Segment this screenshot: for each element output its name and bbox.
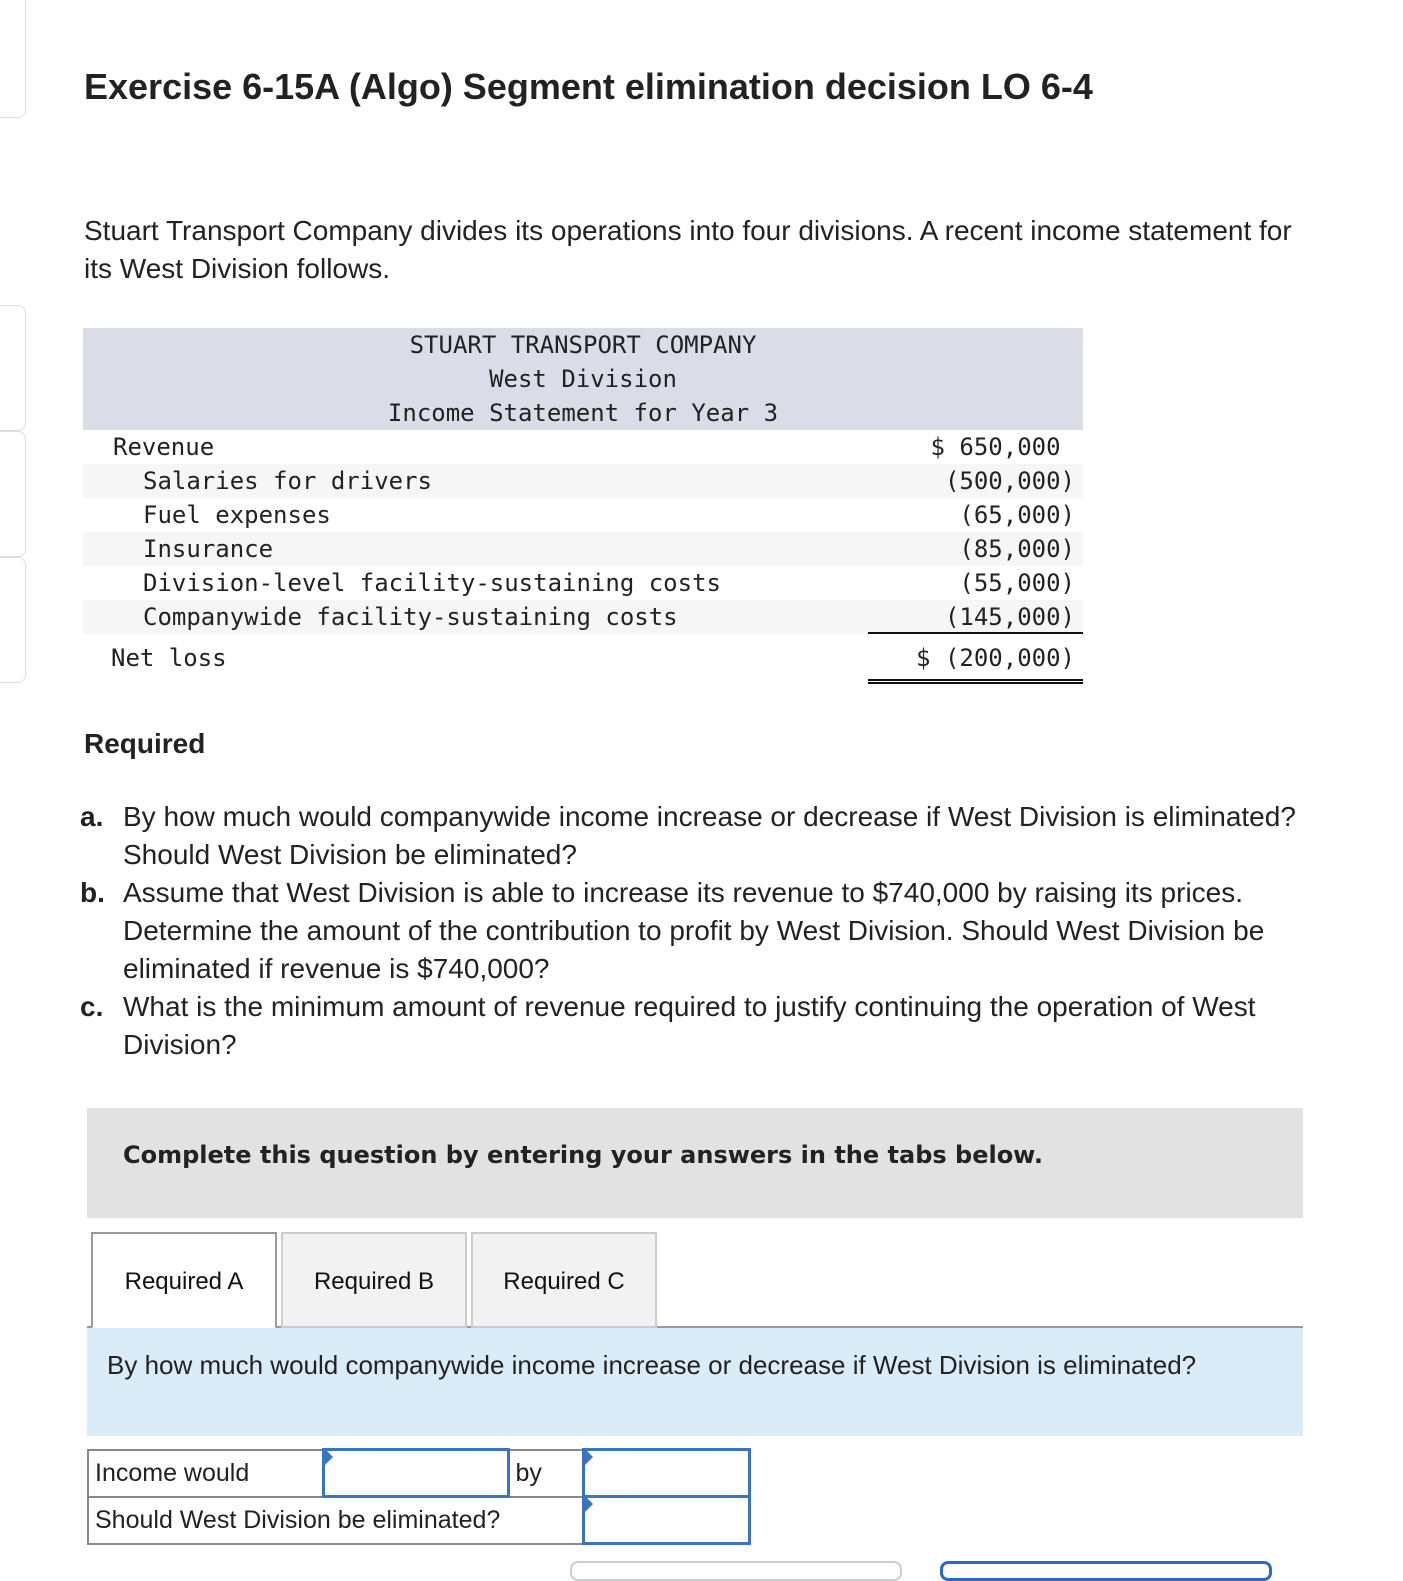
- question-text: [87, 1328, 1303, 1436]
- item-text: What is the minimum amount of revenue required to justify continuing the operation of West Division?: [123, 991, 1256, 1060]
- net-loss-row: [83, 634, 1083, 684]
- should-eliminate-select[interactable]: [583, 1497, 749, 1544]
- item-text: By how much would companywide income increase or decrease if West Division is eliminated? Should West Division be eliminated?: [123, 801, 1296, 870]
- by-label: by: [508, 1450, 583, 1497]
- row-label: Companywide facility-sustaining costs: [143, 603, 678, 631]
- company-name: STUART TRANSPORT COMPANY: [409, 331, 757, 359]
- required-item: [80, 874, 1310, 988]
- row-amount: (55,000): [959, 569, 1075, 597]
- row-amount: $ (200,000): [868, 634, 1083, 684]
- row-amount: (145,000): [868, 600, 1083, 634]
- required-list: [80, 798, 1310, 1064]
- side-card: [0, 305, 26, 431]
- tab-bar: [87, 1232, 1303, 1328]
- required-item: [80, 798, 1310, 874]
- row-label: Fuel expenses: [143, 501, 331, 529]
- statement-row: [83, 430, 1083, 464]
- tab-required-c[interactable]: Required C: [471, 1232, 657, 1328]
- page-title: Exercise 6-15A (Algo) Segment elimination decision LO 6-4: [84, 66, 1093, 107]
- prev-button[interactable]: [570, 1561, 902, 1581]
- statement-row: [83, 464, 1083, 498]
- next-button[interactable]: [940, 1561, 1272, 1581]
- statement-row: [83, 498, 1083, 532]
- statement-row: [83, 566, 1083, 600]
- tab-required-a[interactable]: Required A: [91, 1232, 277, 1329]
- amount-input-cell[interactable]: [583, 1450, 749, 1497]
- answer-table: [87, 1448, 751, 1545]
- input-marker-icon: [585, 1449, 593, 1465]
- row-label: Insurance: [143, 535, 274, 563]
- row-label: Revenue: [113, 433, 215, 461]
- should-eliminate-input[interactable]: [585, 1498, 748, 1542]
- income-statement: [83, 328, 1083, 684]
- instructions-banner: Complete this question by entering your answers in the tabs below.: [87, 1108, 1303, 1218]
- row-label: Net loss: [111, 644, 227, 672]
- intro-text: Stuart Transport Company divides its operations into four divisions. A recent income statement for its West Division follows.: [84, 215, 1292, 284]
- side-card: [0, 431, 26, 557]
- question-label: By how much would companywide income increase or decrease if West Division is eliminated?: [107, 1350, 1197, 1380]
- row-label: Division-level facility-sustaining costs: [143, 569, 721, 597]
- row-amount: (65,000): [959, 501, 1075, 529]
- item-key: a.: [80, 801, 104, 832]
- side-card: [0, 0, 26, 118]
- dropdown-marker-icon: [585, 1496, 593, 1512]
- statement-row: [83, 600, 1083, 634]
- row-amount: (85,000): [959, 535, 1075, 563]
- statement-row: [83, 532, 1083, 566]
- increase-decrease-input[interactable]: [325, 1451, 507, 1495]
- amount-input[interactable]: [585, 1451, 748, 1495]
- income-would-label: Income would: [88, 1450, 323, 1497]
- statement-header: [83, 328, 1083, 430]
- row-amount: $ 650,000: [930, 433, 1075, 461]
- required-item: [80, 988, 1310, 1064]
- side-card: [0, 557, 26, 683]
- should-eliminate-label: Should West Division be eliminated?: [88, 1497, 583, 1544]
- tab-required-b[interactable]: Required B: [281, 1232, 467, 1328]
- item-key: b.: [80, 877, 105, 908]
- row-label: Salaries for drivers: [143, 467, 432, 495]
- dropdown-marker-icon: [325, 1449, 333, 1465]
- increase-decrease-select[interactable]: [323, 1450, 508, 1497]
- required-heading: Required: [84, 728, 206, 759]
- division-name: West Division: [489, 365, 677, 393]
- item-text: Assume that West Division is able to increase its revenue to $740,000 by raising its prices. Determine the amount of the contribution to profit by West Division. Should West Division be eliminated if revenue is $740,000?: [123, 877, 1265, 984]
- item-key: c.: [80, 991, 104, 1022]
- statement-period: Income Statement for Year 3: [387, 399, 779, 427]
- row-amount: (500,000): [944, 467, 1075, 495]
